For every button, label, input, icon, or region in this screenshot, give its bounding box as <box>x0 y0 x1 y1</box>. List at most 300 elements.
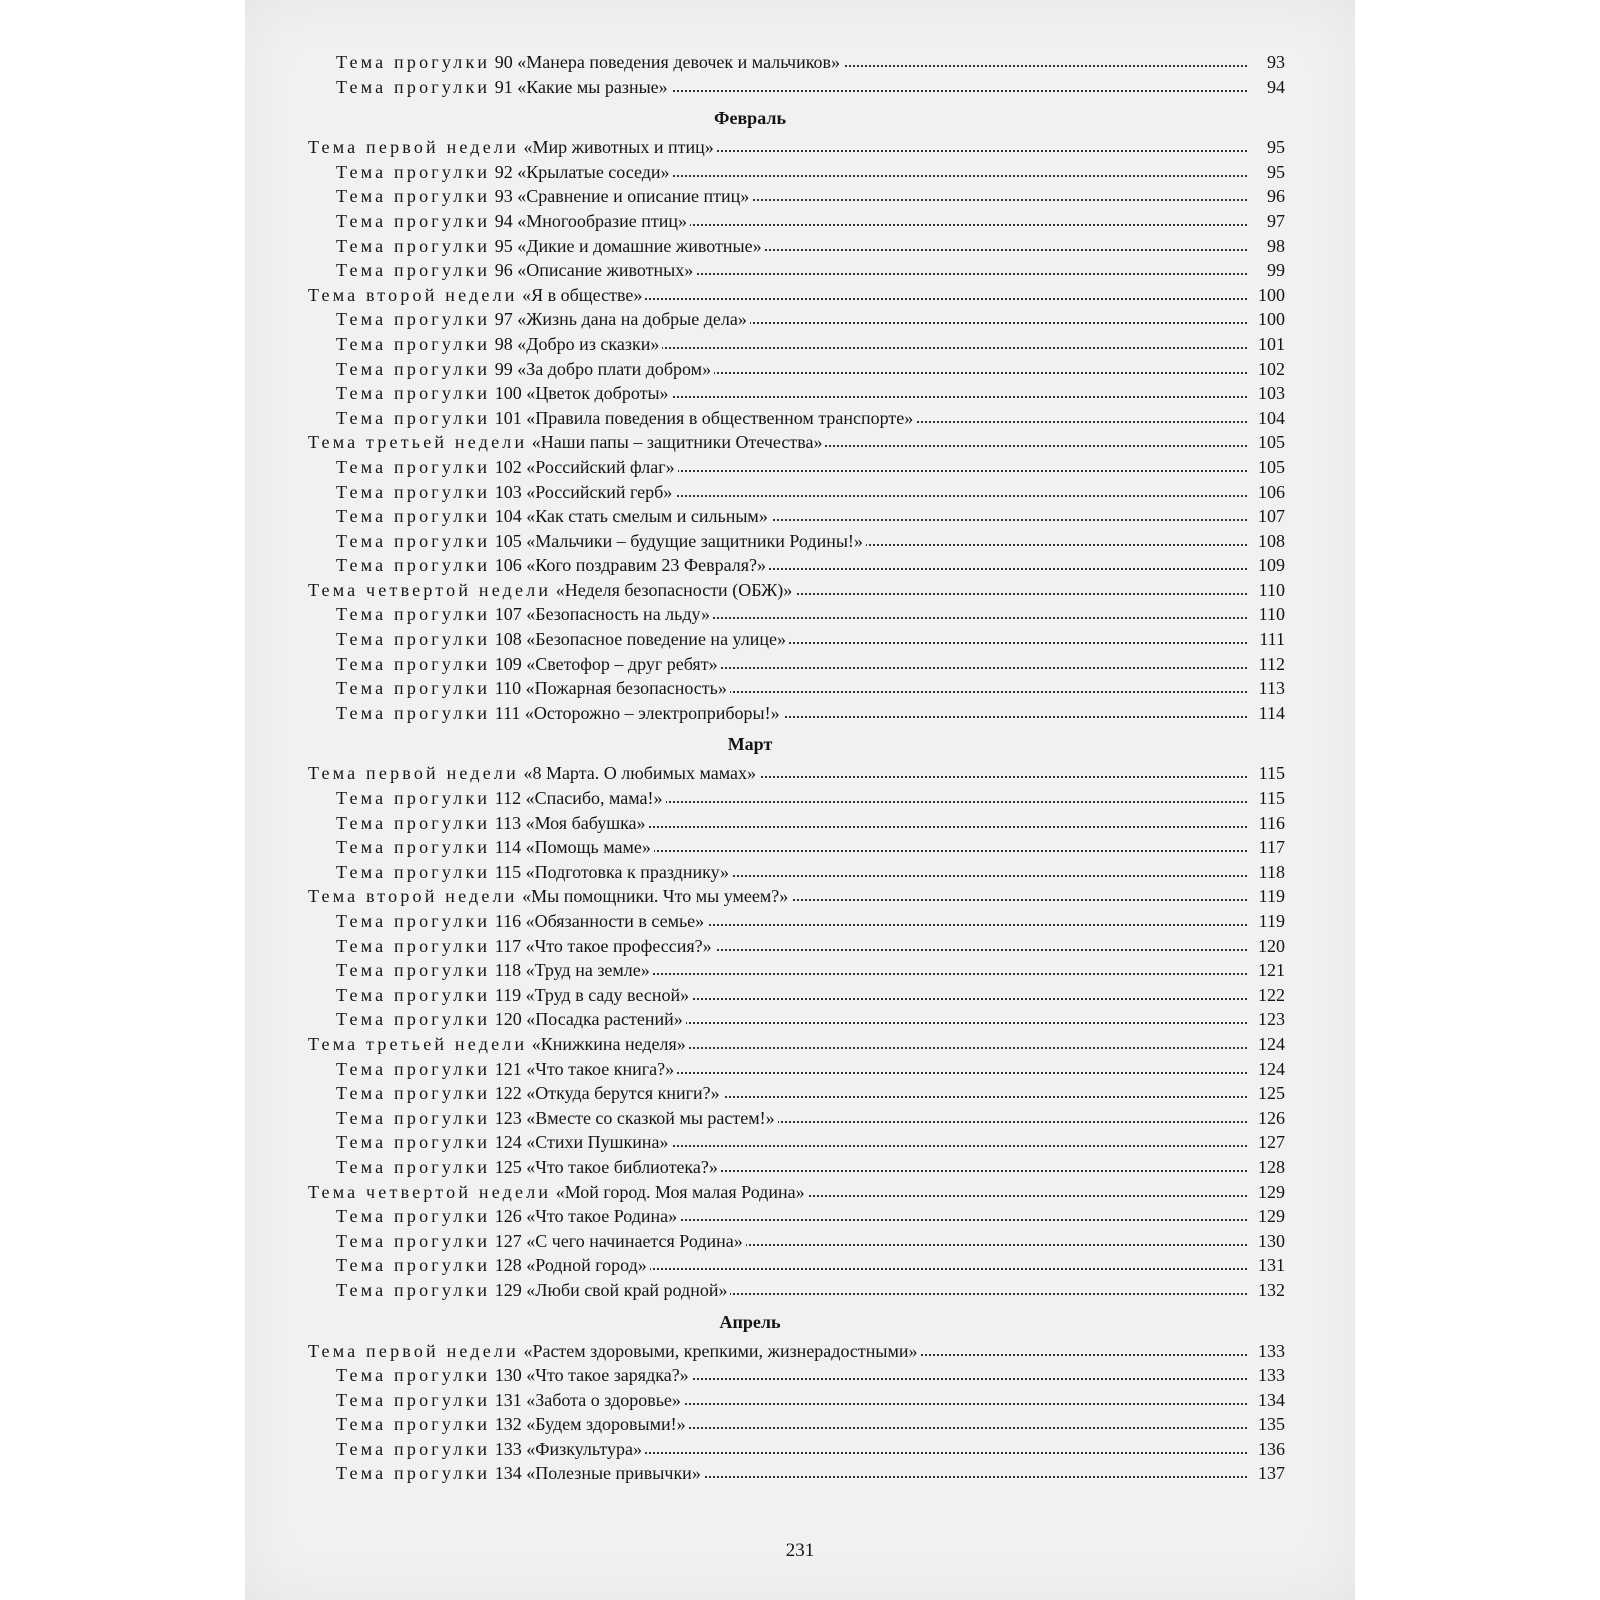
entry-page-number: 129 <box>1247 1204 1285 1229</box>
entry-text <box>308 580 795 600</box>
entry-lead: Тема первой недели <box>308 763 519 784</box>
entry-text <box>336 482 675 502</box>
entry-title: «Будем здоровыми!» <box>526 1414 686 1435</box>
entry-title: «Что такое профессия?» <box>525 935 712 956</box>
entry-lead: Тема прогулки <box>336 1365 491 1386</box>
entry-text <box>308 1182 808 1202</box>
entry-text <box>336 309 750 329</box>
entry-text <box>336 1439 645 1459</box>
entry-title: «Посадка растений» <box>526 1009 683 1030</box>
entry-title: «Обязанности в семье» <box>525 911 705 931</box>
entry-page-number: 112 <box>1247 652 1285 677</box>
entry-title: «Цветок доброты» <box>526 383 669 404</box>
entry-page-number: 99 <box>1247 258 1285 283</box>
walk-number: 110 <box>494 678 522 699</box>
entry-lead: Тема прогулки <box>336 629 491 650</box>
entry-lead: Тема прогулки <box>336 76 491 97</box>
toc-walk-entry <box>336 209 1285 234</box>
entry-text <box>336 555 769 575</box>
entry-text <box>336 678 730 698</box>
toc-walk-entry <box>336 553 1285 578</box>
toc-week-entry <box>308 761 1285 786</box>
toc-week-entry <box>308 283 1285 308</box>
entry-title: «Стихи Пушкина» <box>526 1132 669 1153</box>
entry-text <box>336 186 752 206</box>
entry-lead: Тема прогулки <box>336 604 491 625</box>
entry-lead: Тема прогулки <box>336 1156 491 1177</box>
entry-lead: Тема прогулки <box>336 52 491 72</box>
entry-lead: Тема прогулки <box>336 1255 491 1276</box>
entry-page-number: 122 <box>1247 983 1285 1008</box>
entry-page-number: 124 <box>1247 1057 1285 1082</box>
entry-page-number: 123 <box>1247 1007 1285 1032</box>
entry-title: «Родной город» <box>526 1255 647 1276</box>
toc-week-entry <box>308 578 1285 603</box>
toc-walk-entry <box>336 602 1285 627</box>
entry-page-number: 126 <box>1247 1106 1285 1131</box>
entry-text <box>336 211 690 231</box>
entry-lead: Тема прогулки <box>336 1083 491 1104</box>
entry-lead: Тема прогулки <box>336 530 491 551</box>
entry-title: «Что такое библиотека?» <box>526 1156 718 1177</box>
entry-text <box>336 654 721 674</box>
entry-page-number: 113 <box>1247 676 1285 701</box>
entry-page-number: 131 <box>1247 1253 1285 1278</box>
entry-title: «За добро плати добром» <box>517 358 712 379</box>
toc-walk-entry <box>336 1106 1285 1131</box>
entry-page-number: 96 <box>1247 184 1285 209</box>
walk-number: 106 <box>494 555 522 576</box>
entry-lead: Тема прогулки <box>336 1206 491 1227</box>
walk-number: 133 <box>494 1438 522 1459</box>
entry-text <box>336 837 654 857</box>
entry-lead: Тема прогулки <box>336 506 491 527</box>
table-of-contents <box>245 50 1355 1486</box>
entry-page-number: 128 <box>1247 1155 1285 1180</box>
entry-title: «Помощь маме» <box>525 837 651 858</box>
entry-lead: Тема прогулки <box>336 960 491 981</box>
entry-page-number: 105 <box>1247 430 1285 455</box>
walk-number: 126 <box>494 1206 522 1227</box>
walk-number: 95 <box>494 235 513 256</box>
toc-week-entry <box>308 1032 1285 1057</box>
entry-text <box>336 985 692 1005</box>
entry-title: «Люби свой край родной» <box>526 1279 728 1300</box>
entry-lead: Тема третьей недели <box>308 1033 528 1054</box>
entry-title: «8 Марта. О любимых мамах» <box>523 763 756 784</box>
toc-walk-entry <box>336 1155 1285 1180</box>
entry-text <box>336 457 678 477</box>
entry-page-number: 133 <box>1247 1339 1285 1364</box>
entry-title: «Жизнь дана на добрые дела» <box>517 309 747 330</box>
entry-text <box>308 285 645 305</box>
entry-text <box>308 763 759 783</box>
walk-number: 117 <box>494 935 522 956</box>
walk-number: 131 <box>494 1389 522 1410</box>
walk-number: 104 <box>494 506 522 527</box>
walk-number: 130 <box>494 1365 522 1386</box>
entry-lead: Тема прогулки <box>336 1107 491 1128</box>
toc-walk-entry <box>336 1388 1285 1413</box>
walk-number: 100 <box>494 383 522 404</box>
toc-walk-entry <box>336 786 1285 811</box>
page-number: 231 <box>785 1540 815 1561</box>
entry-text <box>336 1009 686 1029</box>
toc-walk-entry <box>336 455 1285 480</box>
entry-lead: Тема прогулки <box>336 678 491 699</box>
entry-title: «Моя бабушка» <box>525 812 646 833</box>
entry-page-number: 97 <box>1247 209 1285 234</box>
entry-title: «Неделя безопасности (ОБЖ)» <box>555 579 793 600</box>
entry-title: «Растем здоровыми, крепкими, жизнерадостными» <box>523 1340 918 1361</box>
walk-number: 129 <box>494 1279 522 1300</box>
entry-title: «Светофор – друг ребят» <box>526 653 718 674</box>
walk-number: 94 <box>494 210 513 231</box>
entry-text <box>308 137 717 157</box>
entry-title: «Спасибо, мама!» <box>525 788 663 809</box>
toc-walk-entry <box>336 1229 1285 1254</box>
toc-walk-entry <box>336 75 1285 100</box>
entry-text <box>336 162 673 182</box>
entry-lead: Тема прогулки <box>336 1438 491 1459</box>
walk-number: 128 <box>494 1255 522 1276</box>
entry-text <box>336 1206 680 1226</box>
entry-text <box>336 1255 650 1275</box>
entry-lead: Тема прогулки <box>336 1132 491 1153</box>
entry-title: «Физкультура» <box>526 1438 643 1459</box>
walk-number: 127 <box>494 1230 522 1251</box>
entry-lead: Тема прогулки <box>336 456 491 477</box>
toc-walk-entry <box>336 1278 1285 1303</box>
entry-lead: Тема прогулки <box>336 1463 491 1484</box>
entry-page-number: 110 <box>1247 578 1285 603</box>
entry-lead: Тема прогулки <box>336 1389 491 1410</box>
walk-number: 92 <box>494 161 513 182</box>
entry-page-number: 101 <box>1247 332 1285 357</box>
toc-walk-entry <box>336 1057 1285 1082</box>
toc-walk-entry <box>336 234 1285 259</box>
walk-number: 112 <box>494 788 522 809</box>
entry-text <box>336 1059 677 1079</box>
entry-page-number: 115 <box>1247 786 1285 811</box>
entry-title: «Добро из сказки» <box>517 333 660 354</box>
entry-title: «Дикие и домашние животные» <box>517 235 762 256</box>
entry-lead: Тема прогулки <box>336 210 491 231</box>
entry-title: «Мой город. Моя малая Родина» <box>555 1181 805 1202</box>
entry-page-number: 98 <box>1247 234 1285 259</box>
toc-walk-entry <box>336 160 1285 185</box>
entry-text <box>336 260 696 280</box>
toc-week-entry <box>308 1180 1285 1205</box>
month-heading: Апрель <box>719 1311 781 1332</box>
walk-number: 93 <box>494 186 513 207</box>
entry-page-number: 102 <box>1247 357 1285 382</box>
toc-week-entry <box>308 1339 1285 1364</box>
entry-title: «Кого поздравим 23 Февраля?» <box>526 555 766 576</box>
entry-lead: Тема прогулки <box>336 1279 491 1300</box>
entry-page-number: 107 <box>1247 504 1285 529</box>
toc-week-entry <box>308 430 1285 455</box>
toc-walk-entry <box>336 184 1285 209</box>
entry-page-number: 95 <box>1247 160 1285 185</box>
entry-lead: Тема прогулки <box>336 702 491 723</box>
entry-title: «Какие мы разные» <box>517 76 668 97</box>
entry-page-number: 100 <box>1247 307 1285 332</box>
toc-walk-entry <box>336 529 1285 554</box>
toc-walk-entry <box>336 258 1285 283</box>
entry-text <box>336 604 713 624</box>
walk-number: 134 <box>494 1463 522 1484</box>
entry-title: «Мальчики – будущие защитники Родины!» <box>526 530 863 551</box>
entry-text <box>336 862 732 882</box>
entry-page-number: 104 <box>1247 406 1285 431</box>
walk-number: 102 <box>494 456 522 477</box>
entry-text <box>308 886 791 906</box>
entry-title: «Осторожно – электроприборы!» <box>524 702 780 723</box>
entry-lead: Тема прогулки <box>336 911 491 931</box>
walk-number: 105 <box>494 530 522 551</box>
entry-lead: Тема первой недели <box>308 1340 519 1361</box>
entry-page-number: 115 <box>1247 761 1285 786</box>
entry-lead: Тема прогулки <box>336 481 491 502</box>
walk-number: 107 <box>494 604 522 625</box>
entry-title: «Вместе со сказкой мы растем!» <box>526 1107 775 1128</box>
entry-page-number: 108 <box>1247 529 1285 554</box>
entry-lead: Тема третьей недели <box>308 432 528 453</box>
entry-lead: Тема прогулки <box>336 555 491 576</box>
entry-text <box>336 408 916 428</box>
entry-title: «Труд на земле» <box>525 960 650 981</box>
entry-title: «Российский герб» <box>526 481 673 502</box>
entry-title: «Что такое зарядка?» <box>526 1365 689 1386</box>
walk-number: 122 <box>494 1083 522 1104</box>
walk-number: 121 <box>494 1058 522 1079</box>
walk-number: 120 <box>494 1009 522 1030</box>
toc-walk-entry <box>336 504 1285 529</box>
toc-walk-entry <box>336 1437 1285 1462</box>
entry-lead: Тема второй недели <box>308 886 518 907</box>
entry-page-number: 109 <box>1247 553 1285 578</box>
entry-page-number: 111 <box>1247 627 1285 652</box>
entry-text <box>336 936 715 956</box>
entry-text <box>336 1132 672 1152</box>
entry-page-number: 103 <box>1247 381 1285 406</box>
entry-page-number: 119 <box>1247 884 1285 909</box>
toc-walk-entry <box>336 958 1285 983</box>
walk-number: 96 <box>494 260 513 281</box>
entry-title: «Я в обществе» <box>522 284 643 305</box>
entry-title: «Наши папы – защитники Отечества» <box>531 432 823 453</box>
entry-title: «Что такое книга?» <box>526 1058 675 1079</box>
entry-text <box>336 1390 684 1410</box>
entry-page-number: 118 <box>1247 860 1285 885</box>
toc-walk-entry <box>336 835 1285 860</box>
toc-walk-entry <box>336 652 1285 677</box>
entry-title: «Безопасность на льду» <box>526 604 710 625</box>
toc-walk-entry <box>336 701 1285 726</box>
entry-text <box>336 77 671 97</box>
toc-week-entry <box>308 884 1285 909</box>
entry-page-number: 134 <box>1247 1388 1285 1413</box>
entry-lead: Тема прогулки <box>336 653 491 674</box>
entry-page-number: 129 <box>1247 1180 1285 1205</box>
entry-text <box>336 703 783 723</box>
entry-page-number: 133 <box>1247 1363 1285 1388</box>
entry-page-number: 125 <box>1247 1081 1285 1106</box>
entry-page-number: 127 <box>1247 1130 1285 1155</box>
entry-title: «С чего начинается Родина» <box>526 1230 743 1251</box>
walk-number: 113 <box>494 812 522 833</box>
entry-lead: Тема прогулки <box>336 309 491 330</box>
entry-lead: Тема прогулки <box>336 788 491 809</box>
entry-text <box>336 334 662 354</box>
entry-lead: Тема прогулки <box>336 333 491 354</box>
entry-text <box>308 432 825 452</box>
toc-walk-entry <box>336 1412 1285 1437</box>
entry-page-number: 120 <box>1247 934 1285 959</box>
walk-number: 99 <box>494 358 513 379</box>
entry-title: «Труд в саду весной» <box>525 984 690 1005</box>
entry-page-number: 114 <box>1247 701 1285 726</box>
entry-page-number: 121 <box>1247 958 1285 983</box>
entry-lead: Тема прогулки <box>336 984 491 1005</box>
entry-title: «Полезные привычки» <box>526 1463 701 1484</box>
toc-walk-entry <box>336 909 1285 934</box>
walk-number: 115 <box>494 861 522 882</box>
entry-lead: Тема прогулки <box>336 260 491 281</box>
entry-text <box>336 1157 721 1177</box>
toc-walk-entry <box>336 811 1285 836</box>
entry-title: «Манера поведения девочек и мальчиков» <box>517 52 841 72</box>
toc-walk-entry <box>336 381 1285 406</box>
entry-lead: Тема четвертой недели <box>308 1181 552 1202</box>
toc-walk-entry <box>336 860 1285 885</box>
entry-text <box>336 506 771 526</box>
entry-text <box>336 960 653 980</box>
entry-title: «Подготовка к празднику» <box>525 861 730 882</box>
entry-lead: Тема прогулки <box>336 1058 491 1079</box>
entry-title: «Многообразие птиц» <box>517 210 687 231</box>
entry-text <box>336 1083 723 1103</box>
walk-number: 97 <box>494 309 513 330</box>
walk-number: 91 <box>494 76 513 97</box>
entry-text <box>336 52 843 72</box>
entry-lead: Тема прогулки <box>336 1414 491 1435</box>
entry-page-number: 110 <box>1247 602 1285 627</box>
entry-page-number: 130 <box>1247 1229 1285 1254</box>
entry-text <box>336 236 765 256</box>
toc-walk-entry <box>336 357 1285 382</box>
entry-page-number: 94 <box>1247 75 1285 100</box>
entry-page-number: 116 <box>1247 811 1285 836</box>
entry-lead: Тема прогулки <box>336 186 491 207</box>
walk-number: 109 <box>494 653 522 674</box>
toc-walk-entry <box>336 1081 1285 1106</box>
entry-lead: Тема прогулки <box>336 1230 491 1251</box>
entry-text <box>336 1414 689 1434</box>
entry-page-number: 105 <box>1247 455 1285 480</box>
toc-walk-entry <box>336 480 1285 505</box>
entry-page-number: 135 <box>1247 1412 1285 1437</box>
walk-number: 108 <box>494 629 522 650</box>
toc-walk-entry <box>336 332 1285 357</box>
month-heading: Февраль <box>714 108 786 129</box>
entry-lead: Тема первой недели <box>308 137 519 158</box>
toc-walk-entry <box>336 307 1285 332</box>
entry-lead: Тема прогулки <box>336 161 491 182</box>
toc-week-entry <box>308 135 1285 160</box>
walk-number: 103 <box>494 481 522 502</box>
entry-title: «Что такое Родина» <box>526 1206 678 1227</box>
entry-text <box>336 911 707 931</box>
walk-number: 118 <box>494 960 522 981</box>
entry-page-number: 119 <box>1247 909 1285 934</box>
toc-walk-entry <box>336 1007 1285 1032</box>
entry-title: «Пожарная безопасность» <box>525 678 727 699</box>
entry-text <box>336 1280 730 1300</box>
entry-page-number: 95 <box>1247 135 1285 160</box>
entry-lead: Тема второй недели <box>308 284 518 305</box>
toc-walk-entry <box>336 1363 1285 1388</box>
entry-text <box>336 1365 692 1385</box>
entry-lead: Тема прогулки <box>336 1009 491 1030</box>
entry-lead: Тема прогулки <box>336 812 491 833</box>
entry-text <box>336 359 714 379</box>
entry-lead: Тема четвертой недели <box>308 579 552 600</box>
walk-number: 98 <box>494 333 513 354</box>
entry-page-number: 136 <box>1247 1437 1285 1462</box>
toc-walk-entry <box>336 676 1285 701</box>
entry-text <box>336 813 649 833</box>
entry-title: «Правила поведения в общественном транспорте» <box>526 407 914 428</box>
entry-text <box>336 531 866 551</box>
walk-number: 116 <box>494 911 522 931</box>
entry-title: «Откуда берутся книги?» <box>526 1083 720 1104</box>
entry-title: «Российский флаг» <box>526 456 675 477</box>
toc-walk-entry <box>336 1130 1285 1155</box>
entry-lead: Тема прогулки <box>336 935 491 956</box>
entry-text <box>336 788 666 808</box>
entry-title: «Крылатые соседи» <box>517 161 670 182</box>
walk-number: 111 <box>494 702 521 723</box>
entry-lead: Тема прогулки <box>336 861 491 882</box>
walk-number: 101 <box>494 407 522 428</box>
walk-number: 90 <box>494 52 513 72</box>
toc-walk-entry <box>336 1253 1285 1278</box>
entry-title: «Сравнение и описание птиц» <box>517 186 750 207</box>
entry-text <box>336 1231 746 1251</box>
entry-title: «Книжкина неделя» <box>531 1033 686 1054</box>
entry-page-number: 137 <box>1247 1461 1285 1486</box>
entry-title: «Мир животных и птиц» <box>523 137 714 158</box>
toc-walk-entry <box>336 934 1285 959</box>
walk-number: 125 <box>494 1156 522 1177</box>
toc-walk-entry <box>336 50 1285 75</box>
book-page <box>245 0 1355 1600</box>
month-heading: Март <box>727 734 773 755</box>
walk-number: 124 <box>494 1132 522 1153</box>
entry-text <box>336 383 672 403</box>
entry-lead: Тема прогулки <box>336 407 491 428</box>
entry-title: «Как стать смелым и сильным» <box>526 506 768 527</box>
entry-lead: Тема прогулки <box>336 837 491 858</box>
toc-walk-entry <box>336 983 1285 1008</box>
entry-page-number: 124 <box>1247 1032 1285 1057</box>
toc-walk-entry <box>336 1461 1285 1486</box>
entry-page-number: 117 <box>1247 835 1285 860</box>
entry-text <box>308 1341 921 1361</box>
entry-text <box>336 629 789 649</box>
